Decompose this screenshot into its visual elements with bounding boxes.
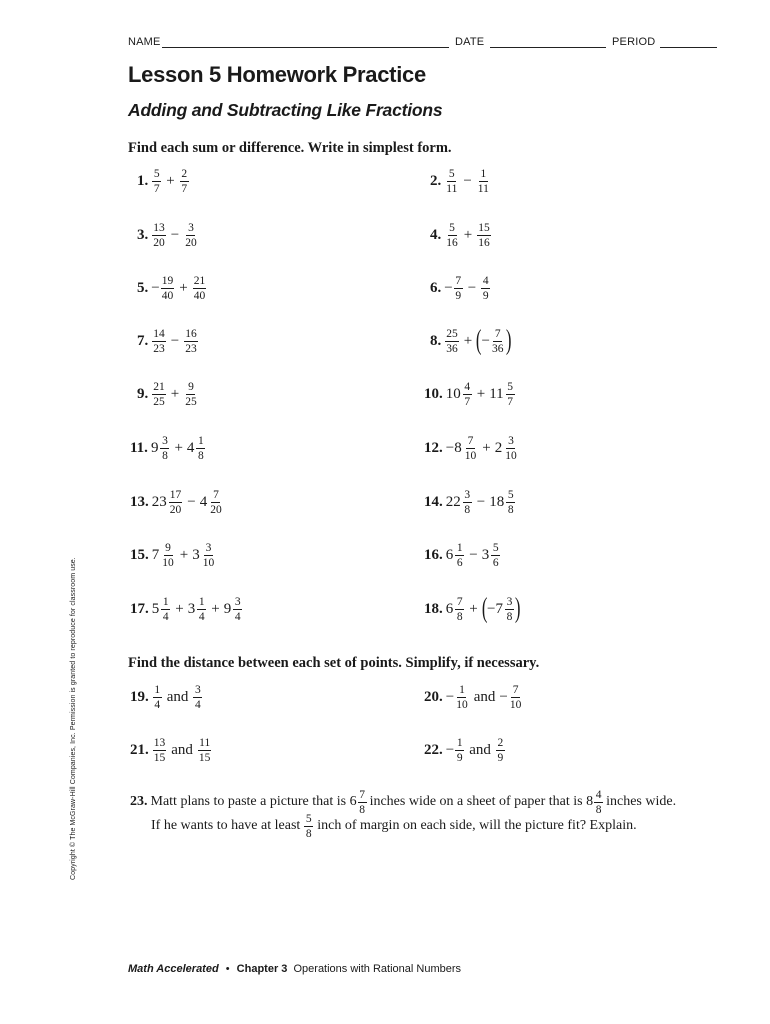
problem-number: 16. bbox=[424, 546, 443, 563]
period-field[interactable] bbox=[660, 47, 717, 48]
operator: + bbox=[175, 600, 184, 617]
negative-sign: − bbox=[481, 332, 491, 349]
problem-number: 20. bbox=[424, 688, 443, 705]
page-footer bbox=[128, 963, 461, 975]
denominator: 7 bbox=[507, 395, 514, 408]
problem-21 bbox=[130, 733, 212, 767]
fraction bbox=[184, 381, 198, 408]
denominator: 23 bbox=[153, 342, 165, 355]
problem-text: If he wants to have at least bbox=[151, 818, 301, 833]
problem-8 bbox=[430, 324, 511, 358]
denominator: 10 bbox=[202, 556, 215, 569]
footer-bullet: • bbox=[225, 963, 230, 975]
numerator: 21 bbox=[193, 274, 206, 287]
problem-number: 18. bbox=[424, 600, 443, 617]
problem-number: 22. bbox=[424, 741, 443, 758]
numerator: 2 bbox=[181, 167, 188, 180]
fraction bbox=[506, 489, 515, 516]
fraction bbox=[455, 737, 464, 764]
fraction bbox=[496, 737, 505, 764]
problem-number: 5. bbox=[137, 279, 149, 296]
whole-number: 4 bbox=[199, 493, 208, 510]
negative-sign: − bbox=[444, 279, 453, 296]
denominator: 20 bbox=[210, 503, 222, 516]
fraction bbox=[445, 168, 458, 195]
fraction bbox=[180, 168, 189, 195]
whole-number: 18 bbox=[489, 493, 505, 510]
problem-11 bbox=[130, 431, 206, 465]
problem-number: 12. bbox=[424, 439, 443, 456]
numerator: 7 bbox=[455, 274, 462, 287]
problem-12 bbox=[424, 431, 519, 465]
negative-sign: − bbox=[499, 688, 508, 705]
fraction bbox=[304, 813, 313, 840]
problem-18 bbox=[424, 592, 520, 626]
denominator: 6 bbox=[456, 556, 463, 569]
numerator: 1 bbox=[456, 736, 463, 749]
problem-13 bbox=[130, 485, 224, 519]
denominator: 9 bbox=[456, 751, 463, 764]
whole-number: 3 bbox=[481, 546, 490, 563]
denominator: 8 bbox=[506, 610, 513, 623]
whole-number: 7 bbox=[151, 546, 160, 563]
fraction bbox=[209, 489, 223, 516]
numerator: 1 bbox=[459, 683, 465, 696]
fraction bbox=[233, 596, 242, 623]
and-word: and bbox=[166, 688, 189, 705]
numerator: 7 bbox=[512, 683, 519, 696]
numerator: 5 bbox=[153, 167, 160, 180]
problem-number: 1. bbox=[137, 172, 149, 189]
negative-sign: − bbox=[151, 279, 160, 296]
denominator: 25 bbox=[153, 395, 165, 408]
numerator: 7 bbox=[213, 488, 219, 501]
fraction bbox=[184, 222, 198, 249]
page-subtitle: Adding and Subtracting Like Fractions bbox=[128, 100, 443, 120]
numerator: 4 bbox=[464, 380, 471, 393]
problem-number: 7. bbox=[137, 332, 149, 349]
numerator: 14 bbox=[153, 327, 165, 340]
numerator: 3 bbox=[234, 595, 241, 608]
problem-number: 6. bbox=[430, 279, 442, 296]
numerator: 3 bbox=[506, 595, 513, 608]
denominator: 6 bbox=[492, 556, 499, 569]
whole-number: 23 bbox=[151, 493, 167, 510]
fraction bbox=[161, 596, 170, 623]
problem-3 bbox=[137, 218, 199, 252]
fraction bbox=[477, 222, 491, 249]
problem-number: 10. bbox=[424, 385, 443, 402]
numerator: 13 bbox=[153, 736, 166, 749]
problem-number: 3. bbox=[137, 226, 149, 243]
denominator: 7 bbox=[153, 182, 160, 195]
whole-number: 6 bbox=[445, 600, 454, 617]
fraction bbox=[184, 328, 198, 355]
problem-number: 23. bbox=[130, 794, 148, 809]
fraction bbox=[454, 275, 463, 302]
numerator: 3 bbox=[195, 683, 201, 696]
denominator: 23 bbox=[185, 342, 197, 355]
problem-23-line2 bbox=[151, 810, 637, 842]
problem-7 bbox=[137, 324, 199, 358]
denominator: 16 bbox=[446, 236, 458, 249]
operator: + bbox=[463, 332, 473, 349]
fraction bbox=[153, 684, 162, 711]
operator: + bbox=[170, 385, 180, 402]
problem-19 bbox=[130, 680, 203, 714]
numerator: 1 bbox=[456, 541, 463, 554]
fraction bbox=[197, 596, 206, 623]
denominator: 16 bbox=[478, 236, 490, 249]
fraction bbox=[193, 684, 202, 711]
problem-4 bbox=[430, 218, 492, 252]
problem-number: 11. bbox=[130, 439, 148, 456]
problem-number: 13. bbox=[130, 493, 149, 510]
numerator: 7 bbox=[456, 595, 463, 608]
whole-number: −7 bbox=[487, 600, 504, 617]
problem-number: 14. bbox=[424, 493, 443, 510]
operator: + bbox=[211, 600, 220, 617]
problem-number: 21. bbox=[130, 741, 149, 758]
fraction bbox=[505, 596, 514, 623]
whole-number: 4 bbox=[186, 439, 195, 456]
denominator: 20 bbox=[185, 236, 197, 249]
numerator: 7 bbox=[467, 434, 474, 447]
numerator: 7 bbox=[494, 327, 501, 340]
operator: − bbox=[469, 546, 478, 563]
right-paren: ) bbox=[505, 325, 511, 356]
fraction bbox=[481, 275, 490, 302]
operator: − bbox=[476, 493, 486, 510]
denominator: 8 bbox=[595, 803, 602, 816]
problem-20 bbox=[424, 680, 523, 714]
left-paren: ( bbox=[481, 593, 488, 624]
denominator: 8 bbox=[507, 503, 514, 516]
denominator: 25 bbox=[185, 395, 197, 408]
name-label: NAME bbox=[128, 36, 161, 48]
fraction bbox=[464, 435, 478, 462]
section1-instruction: Find each sum or difference. Write in simplest form. bbox=[128, 140, 452, 156]
numerator: 4 bbox=[595, 788, 602, 801]
numerator: 3 bbox=[188, 221, 194, 234]
denominator: 36 bbox=[492, 342, 504, 355]
whole-number: 9 bbox=[150, 439, 159, 456]
problem-text: inches wide on a sheet of paper that is 8 bbox=[369, 794, 594, 809]
denominator: 10 bbox=[505, 449, 517, 462]
denominator: 36 bbox=[446, 342, 458, 355]
fraction bbox=[152, 328, 166, 355]
problem-2 bbox=[430, 164, 491, 198]
numerator: 19 bbox=[161, 274, 174, 287]
whole-number: 3 bbox=[192, 546, 200, 563]
date-label: DATE bbox=[455, 36, 485, 48]
numerator: 1 bbox=[162, 595, 169, 608]
fraction bbox=[169, 489, 183, 516]
denominator: 8 bbox=[456, 610, 463, 623]
footer-book-title: Math Accelerated bbox=[128, 963, 219, 975]
denominator: 11 bbox=[477, 182, 489, 195]
footer-chapter: Chapter 3 bbox=[236, 963, 288, 975]
and-word: and bbox=[473, 688, 496, 705]
numerator: 9 bbox=[165, 541, 171, 554]
whole-number: 2 bbox=[494, 439, 503, 456]
denominator: 7 bbox=[464, 395, 471, 408]
whole-number: 11 bbox=[489, 385, 504, 402]
numerator: 4 bbox=[482, 274, 489, 287]
problem-22 bbox=[424, 733, 506, 767]
denominator: 7 bbox=[181, 182, 188, 195]
operator: + bbox=[469, 600, 478, 617]
denominator: 9 bbox=[482, 289, 489, 302]
denominator: 10 bbox=[464, 449, 477, 462]
numerator: 17 bbox=[169, 488, 182, 501]
operator: + bbox=[476, 385, 486, 402]
whole-number: 10 bbox=[445, 385, 461, 402]
fraction bbox=[445, 222, 459, 249]
problem-text: inch of margin on each side, will the picture fit? Explain. bbox=[317, 818, 637, 833]
denominator: 40 bbox=[193, 289, 206, 302]
numerator: 3 bbox=[205, 541, 212, 554]
denominator: 9 bbox=[497, 751, 504, 764]
problem-16 bbox=[424, 538, 501, 572]
numerator: 1 bbox=[198, 595, 205, 608]
numerator: 25 bbox=[446, 327, 458, 340]
operator: + bbox=[482, 439, 491, 456]
numerator: 9 bbox=[188, 380, 194, 393]
page-title: Lesson 5 Homework Practice bbox=[128, 62, 426, 87]
fraction bbox=[491, 328, 505, 355]
numerator: 3 bbox=[162, 434, 168, 447]
fraction bbox=[198, 737, 212, 764]
denominator: 4 bbox=[195, 698, 201, 711]
denominator: 8 bbox=[198, 449, 204, 462]
numerator: 1 bbox=[198, 434, 204, 447]
denominator: 20 bbox=[169, 503, 182, 516]
problem-number: 15. bbox=[130, 546, 149, 563]
copyright-notice: Copyright © The McGraw-Hill Companies, Inc. Permission is granted to reproduce for classroom use. bbox=[70, 557, 77, 880]
denominator: 10 bbox=[456, 698, 468, 711]
fraction bbox=[455, 684, 469, 711]
fraction bbox=[160, 435, 169, 462]
fraction bbox=[463, 489, 472, 516]
denominator: 8 bbox=[359, 803, 365, 816]
fraction bbox=[506, 381, 515, 408]
numerator: 5 bbox=[507, 488, 514, 501]
denominator: 4 bbox=[234, 610, 241, 623]
fraction bbox=[153, 737, 167, 764]
operator: − bbox=[170, 226, 180, 243]
fraction bbox=[491, 542, 500, 569]
fraction bbox=[161, 275, 175, 302]
fraction bbox=[196, 435, 205, 462]
fraction bbox=[463, 381, 472, 408]
problem-number: 19. bbox=[130, 688, 149, 705]
denominator: 8 bbox=[305, 827, 312, 840]
fraction bbox=[152, 222, 166, 249]
fraction bbox=[445, 328, 459, 355]
fraction bbox=[455, 542, 464, 569]
denominator: 8 bbox=[162, 449, 168, 462]
date-field[interactable] bbox=[490, 47, 606, 48]
and-word: and bbox=[171, 741, 193, 758]
operator: − bbox=[170, 332, 180, 349]
problem-17 bbox=[130, 592, 243, 626]
problem-text: inches wide. bbox=[606, 794, 677, 809]
left-paren: ( bbox=[476, 325, 482, 356]
numerator: 5 bbox=[449, 221, 455, 234]
negative-sign: − bbox=[445, 688, 455, 705]
whole-number: 9 bbox=[223, 600, 232, 617]
fraction bbox=[193, 275, 207, 302]
fraction bbox=[161, 542, 175, 569]
numerator: 13 bbox=[153, 221, 165, 234]
denominator: 15 bbox=[198, 751, 211, 764]
denominator: 4 bbox=[198, 610, 205, 623]
denominator: 8 bbox=[464, 503, 471, 516]
operator: + bbox=[166, 172, 175, 189]
operator: + bbox=[174, 439, 183, 456]
problem-5 bbox=[137, 271, 207, 305]
denominator: 4 bbox=[154, 698, 161, 711]
numerator: 5 bbox=[305, 812, 312, 825]
denominator: 4 bbox=[162, 610, 169, 623]
fraction bbox=[455, 596, 464, 623]
operator: + bbox=[463, 226, 473, 243]
problem-10 bbox=[424, 377, 516, 411]
numerator: 16 bbox=[185, 327, 197, 340]
denominator: 11 bbox=[446, 182, 458, 195]
problem-number: 17. bbox=[130, 600, 149, 617]
denominator: 9 bbox=[455, 289, 462, 302]
fraction bbox=[152, 168, 161, 195]
whole-number: −8 bbox=[445, 439, 462, 456]
section2-instruction: Find the distance between each set of points. Simplify, if necessary. bbox=[128, 655, 540, 671]
denominator: 20 bbox=[153, 236, 165, 249]
operator: + bbox=[179, 546, 189, 563]
operator: − bbox=[463, 172, 472, 189]
fraction bbox=[509, 684, 523, 711]
numerator: 5 bbox=[448, 167, 455, 180]
numerator: 21 bbox=[153, 380, 165, 393]
period-label: PERIOD bbox=[612, 36, 656, 48]
fraction bbox=[504, 435, 518, 462]
problem-number: 4. bbox=[430, 226, 442, 243]
problem-number: 2. bbox=[430, 172, 442, 189]
problem-1 bbox=[137, 164, 190, 198]
numerator: 3 bbox=[508, 434, 514, 447]
whole-number: 22 bbox=[445, 493, 461, 510]
problem-9 bbox=[137, 377, 199, 411]
numerator: 7 bbox=[359, 788, 365, 801]
fraction bbox=[202, 542, 216, 569]
right-paren: ) bbox=[514, 593, 521, 624]
numerator: 5 bbox=[507, 380, 514, 393]
fraction bbox=[152, 381, 166, 408]
name-field[interactable] bbox=[162, 47, 449, 48]
numerator: 3 bbox=[464, 488, 471, 501]
denominator: 10 bbox=[162, 556, 174, 569]
fraction bbox=[477, 168, 490, 195]
numerator: 1 bbox=[480, 167, 487, 180]
problem-text: Matt plans to paste a picture that is 6 bbox=[150, 794, 357, 809]
numerator: 11 bbox=[199, 736, 211, 749]
problem-number: 8. bbox=[430, 332, 442, 349]
denominator: 40 bbox=[161, 289, 174, 302]
operator: − bbox=[467, 279, 477, 296]
whole-number: 6 bbox=[445, 546, 454, 563]
numerator: 1 bbox=[154, 683, 161, 696]
numerator: 2 bbox=[497, 736, 504, 749]
problem-6 bbox=[430, 271, 491, 305]
footer-topic: Operations with Rational Numbers bbox=[293, 963, 462, 975]
problem-15 bbox=[130, 538, 216, 572]
operator: − bbox=[187, 493, 196, 510]
numerator: 15 bbox=[478, 221, 490, 234]
and-word: and bbox=[469, 741, 491, 758]
denominator: 15 bbox=[153, 751, 166, 764]
numerator: 5 bbox=[492, 541, 499, 554]
negative-sign: − bbox=[445, 741, 455, 758]
denominator: 10 bbox=[509, 698, 522, 711]
operator: + bbox=[179, 279, 188, 296]
problem-14 bbox=[424, 485, 516, 519]
whole-number: 5 bbox=[151, 600, 160, 617]
whole-number: 3 bbox=[187, 600, 196, 617]
problem-number: 9. bbox=[137, 385, 149, 402]
